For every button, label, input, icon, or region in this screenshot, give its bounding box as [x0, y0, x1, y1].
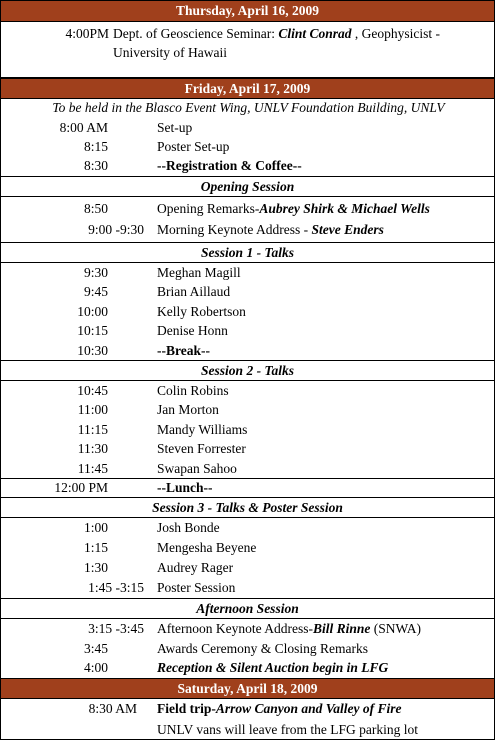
list-item: 8:15 Poster Set-up	[83, 139, 230, 154]
list-item: 1:00 Josh Bonde	[83, 520, 220, 535]
afternoon-session-title: Afternoon Session	[0, 599, 495, 619]
opening-session-block	[0, 197, 495, 243]
seminar-affiliation: University of Hawaii	[113, 45, 227, 60]
list-item: 11:45 Swapan Sahoo	[77, 461, 237, 476]
lunch-time: 12:00 PM	[54, 480, 108, 495]
list-item: 3:45 Awards Ceremony & Closing Remarks	[83, 641, 368, 656]
seminar-speaker: Clint Conrad	[278, 26, 352, 41]
list-item: 3:15 -3:45 Afternoon Keynote Address-Bill Rinne (SNWA)	[88, 621, 421, 636]
lunch-label: --Lunch--	[157, 480, 213, 495]
list-item: 1:30 Audrey Rager	[83, 560, 234, 575]
list-item: 8:30 AM Field trip-Arrow Canyon and Valley of Fire	[88, 701, 402, 716]
thursday-seminar-block	[0, 22, 495, 78]
list-item: UNLV vans will leave from the LFG parking lot	[157, 722, 418, 737]
session3-title: Session 3 - Talks & Poster Session	[0, 498, 495, 518]
list-item: 1:45 -3:15 Poster Session	[88, 580, 236, 595]
afternoon-session-block	[0, 619, 495, 678]
list-item: 11:00 Jan Morton	[77, 402, 219, 417]
list-item: 8:50 Opening Remarks-Aubrey Shirk & Michael Wells	[83, 201, 430, 216]
thursday-header: Thursday, April 16, 2009	[0, 0, 495, 22]
list-item: 9:45 Brian Aillaud	[83, 284, 231, 299]
list-item: 8:00 AM Set-up	[59, 120, 193, 135]
session1-block	[0, 263, 495, 361]
saturday-header: Saturday, April 18, 2009	[0, 678, 495, 699]
list-item: 10:15 Denise Honn	[77, 323, 228, 338]
thursday-time: 4:00PM	[65, 26, 109, 41]
list-item: 11:15 Mandy Williams	[77, 422, 248, 437]
seminar-suffix: , Geophysicist -	[351, 26, 440, 41]
list-item: 1:15 Mengesha Beyene	[83, 540, 257, 555]
friday-setup-block	[0, 99, 495, 177]
list-item: 8:30 --Registration & Coffee--	[83, 158, 302, 173]
session3-block	[0, 518, 495, 599]
list-item: 10:30 --Break--	[77, 343, 210, 358]
list-item: 9:00 -9:30 Morning Keynote Address - Steve Enders	[88, 222, 384, 237]
thursday-seminar	[113, 24, 493, 62]
list-item: 9:30 Meghan Magill	[83, 265, 241, 280]
friday-venue: To be held in the Blasco Event Wing, UNLV Foundation Building, UNLV	[52, 100, 445, 115]
list-item: 10:00 Kelly Robertson	[77, 304, 246, 319]
friday-header: Friday, April 17, 2009	[0, 78, 495, 99]
session1-title: Session 1 - Talks	[0, 243, 495, 263]
lunch-row	[0, 479, 495, 498]
list-item: 10:45 Colin Robins	[77, 383, 229, 398]
list-item: 11:30 Steven Forrester	[77, 441, 246, 456]
list-item: 4:00 Reception & Silent Auction begin in LFG	[83, 660, 389, 675]
opening-session-title: Opening Session	[0, 177, 495, 197]
saturday-block	[0, 699, 495, 740]
session2-title: Session 2 - Talks	[0, 361, 495, 381]
seminar-prefix: Dept. of Geoscience Seminar:	[113, 26, 279, 41]
session2-block	[0, 381, 495, 479]
